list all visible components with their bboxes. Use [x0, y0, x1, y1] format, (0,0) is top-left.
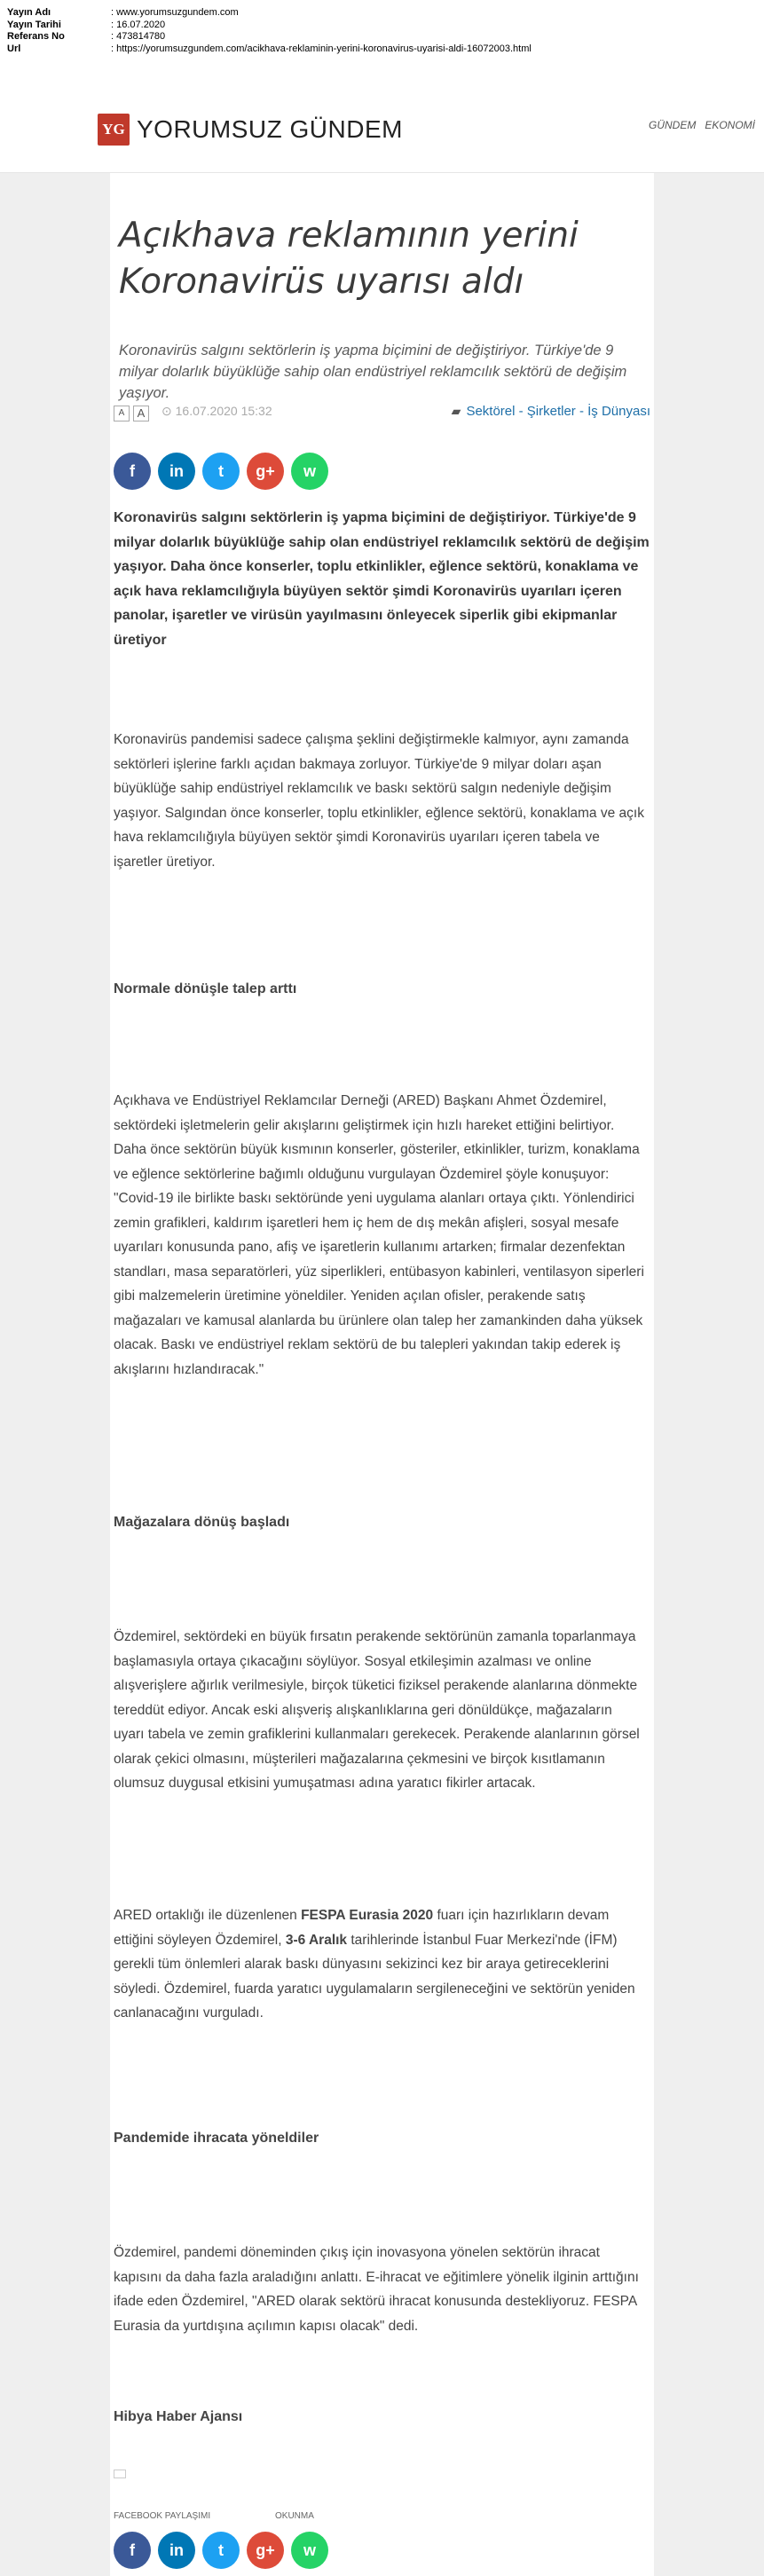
image-placeholder — [114, 2470, 126, 2478]
article-lead: Koronavirüs salgını sektörlerin iş yapma biçimini de değiştiriyor. Türkiye'de 9 milyar dolarlık büyüklüğe sahip olan endüstriyel reklamcılık sektörü de değişim yaşıyor. Daha önce konserler, toplu etkinlikler, eğlence sektörü, konaklama ve açık hava reklamcılığıyla büyüyen sektör şimdi Koronavirüs uyarıları içeren panolar, işaretler ve virüsün yayılmasını önleyecek siperlik gibi ekipmanlar üretiyor — [114, 510, 650, 648]
font-decrease-button[interactable]: A — [114, 406, 130, 421]
meta-row — [7, 31, 532, 43]
share-buttons-top — [114, 453, 328, 490]
news-source: Hibya Haber Ajansı — [114, 2409, 243, 2424]
meta-value: : 16.07.2020 — [111, 19, 166, 30]
clock-icon: ⊙ — [161, 404, 172, 418]
paragraph — [114, 1903, 646, 2026]
meta-row — [7, 43, 532, 56]
googleplus-icon: g+ — [256, 2541, 275, 2559]
read-count-label: OKUNMA — [275, 2511, 314, 2521]
facebook-icon: f — [130, 2541, 135, 2559]
left-gutter — [0, 173, 110, 2576]
facebook-share-button[interactable] — [114, 2532, 151, 2569]
site-logo[interactable] — [98, 114, 403, 146]
twitter-icon: t — [218, 2541, 224, 2559]
meta-value: : www.yorumsuzgundem.com — [111, 7, 239, 18]
paragraph: Özdemirel, pandemi döneminden çıkış için inovasyona yönelen sektörün ihracat kapısını da daha fazla araladığını anlattı. E-ihracat ve eğitimlere yönelik ilginin arttığını ifade eden Özdemirel, "ARED olarak sektörü ihracat konusunda destekliyoruz. FESPA Eurasia da yurtdışına açılımın kapısı olacak" dedi. — [114, 2245, 639, 2334]
event-dates: 3-6 Aralık — [285, 1932, 348, 1948]
whatsapp-share-button[interactable] — [291, 453, 328, 490]
meta-row — [7, 20, 532, 32]
section-heading: Normale dönüşle talep arttı — [114, 981, 297, 997]
twitter-share-button[interactable] — [202, 453, 240, 490]
share-buttons-bottom — [114, 2532, 328, 2569]
category-links — [452, 404, 650, 419]
twitter-share-button[interactable] — [202, 2532, 240, 2569]
article-container — [110, 173, 654, 2576]
nav-item-gundem[interactable]: GÜNDEM — [648, 119, 697, 131]
font-size-controls — [114, 406, 149, 421]
date-text: 16.07.2020 15:32 — [175, 404, 272, 418]
right-gutter — [654, 173, 764, 2576]
twitter-icon: t — [218, 461, 224, 480]
whatsapp-icon: w — [303, 461, 316, 480]
linkedin-icon: in — [169, 461, 184, 480]
linkedin-share-button[interactable] — [158, 2532, 195, 2569]
site-header — [0, 85, 764, 173]
section-heading: Pandemide ihracata yöneldiler — [114, 2131, 319, 2146]
text-run: fuarı için hazırlıkların devam ettiğini söyleyen Özdemirel, — [114, 1908, 610, 1948]
font-increase-button[interactable]: A — [133, 406, 149, 421]
publish-date — [161, 404, 272, 419]
meta-row — [7, 7, 532, 20]
facebook-share-button[interactable] — [114, 453, 151, 490]
meta-key: Yayın Tarihi — [7, 19, 61, 30]
googleplus-share-button[interactable] — [247, 2532, 284, 2569]
whatsapp-icon: w — [303, 2541, 316, 2559]
publication-meta — [7, 7, 532, 55]
googleplus-icon: g+ — [256, 461, 275, 480]
logo-mark: YG — [98, 114, 130, 146]
meta-key: Referans No — [7, 31, 65, 42]
meta-value: : https://yorumsuzgundem.com/acikhava-reklaminin-yerini-koronavirus-uyarisi-aldi-16072003.html — [111, 43, 532, 54]
paragraph: Özdemirel, sektördeki en büyük fırsatın perakende sektörünün zamanla toparlanmaya başlamasıyla ortaya çıkacağını söylüyor. Sosyal etkileşimin azalması ve online alışverişlere ağırlık verilmesiyle, birçok tüketici fiziksel perakende alanlarına dönmekte tereddüt ediyor. Ancak eski alışveriş alışkanlıklarına geri dönüldükçe, mağazaların uyarı tabela ve zemin grafiklerini kullanmaları gerekecek. Perakende alanlarının görsel olarak çekici olmasını, müşterileri mağazalarına çekmesini ve birçok kısıtlamanın olumsuz duygusal etkisini yumuşatması adına yaratıcı fikirler artacak. — [114, 1629, 640, 1791]
nav-item-ekonomi[interactable]: EKONOMİ — [705, 119, 755, 131]
article-summary: Koronavirüs salgını sektörlerin iş yapma biçimini de değiştiriyor. Türkiye'de 9 milyar dolarlık büyüklüğe sahip olan endüstriyel reklamcılık sektörü de değişim yaşıyor. — [119, 343, 627, 401]
meta-key: Url — [7, 43, 21, 54]
meta-key: Yayın Adı — [7, 7, 51, 18]
main-nav — [649, 119, 755, 131]
googleplus-share-button[interactable] — [247, 453, 284, 490]
text-run: ARED ortaklığı ile düzenlenen — [114, 1908, 302, 1923]
category-link[interactable]: Sektörel - Şirketler - İş Dünyası — [466, 404, 650, 419]
logo-text: YORUMSUZ GÜNDEM — [137, 115, 403, 143]
event-name: FESPA Eurasia 2020 — [301, 1908, 434, 1923]
article-title: Açıkhava reklamının yerini Koronavirüs uyarısı aldı — [119, 216, 579, 302]
facebook-icon: f — [130, 461, 135, 480]
paragraph: Koronavirüs pandemisi sadece çalışma şeklini değiştirmekle kalmıyor, aynı zamanda sektörleri işlerine farklı açıdan bakmaya zorluyor. Türkiye'de 9 milyar doları aşan büyüklüğe sahip endüstriyel reklamcılık ve baskı sektörü salgın nedeniyle değişim yaşıyor. Salgından önce konserler, toplu etkinlikler, eğlence sektörü, konaklama ve açık hava reklamcılığıyla büyüyen sektör şimdi Koronavirüs uyarıları içeren tabela ve işaretler üretiyor. — [114, 732, 644, 870]
linkedin-icon: in — [169, 2541, 184, 2559]
section-heading: Mağazalara dönüş başladı — [114, 1515, 290, 1530]
meta-value: : 473814780 — [111, 31, 166, 42]
folder-icon: ▰ — [451, 404, 461, 418]
linkedin-share-button[interactable] — [158, 453, 195, 490]
text-run: tarihlerinde İstanbul Fuar Merkezi'nde (İFM) gerekli tüm önlemleri alarak baskı dünyasını sekizinci kez bir araya getireceklerini söyledi. Özdemirel, fuarda yaratıcı uygulamaların sergileneceğini ve sektörün yeniden canlanacağını vurguladı. — [114, 1932, 635, 2021]
paragraph: Açıkhava ve Endüstriyel Reklamcılar Derneği (ARED) Başkanı Ahmet Özdemirel, sektördeki işletmelerin gelir akışlarını geliştirmek için hızlı hareket ettiğini belirtiyor. Daha önce sektörün büyük kısmının konserler, gösteriler, etkinlikler, turizm, konaklama ve eğlence sektörlerine bağımlı olduğunu vurgulayan Özdemirel şöyle konuşuyor: "Covid-19 ile birlikte baskı sektöründe yeni uygulama alanları ortaya çıktı. Yönlendirici zemin grafikleri, kaldırım işaretleri hem iç hem de dış mekân afişleri, sosyal mesafe uyarıları konusunda pano, afiş ve işaretlerin kullanımı artarken; firmalar dezenfektan standları, masa separatörleri, yüz siperlikleri, entübasyon kabinleri, ventilasyon siperleri gibi malzemelerin üretimine yöneldiler. Yeniden açılan ofisler, perakende satış mağazaları ve kamusal alanlarda bu ürünlere olan talep her zamankinden daha yüksek olacak. Baskı ve endüstriyel reklam sektörü de bu talepleri yakından takip ederek iş akışlarını hızlandıracak." — [114, 1093, 644, 1377]
whatsapp-share-button[interactable] — [291, 2532, 328, 2569]
share-label: FACEBOOK PAYLAŞIMI — [114, 2511, 211, 2521]
